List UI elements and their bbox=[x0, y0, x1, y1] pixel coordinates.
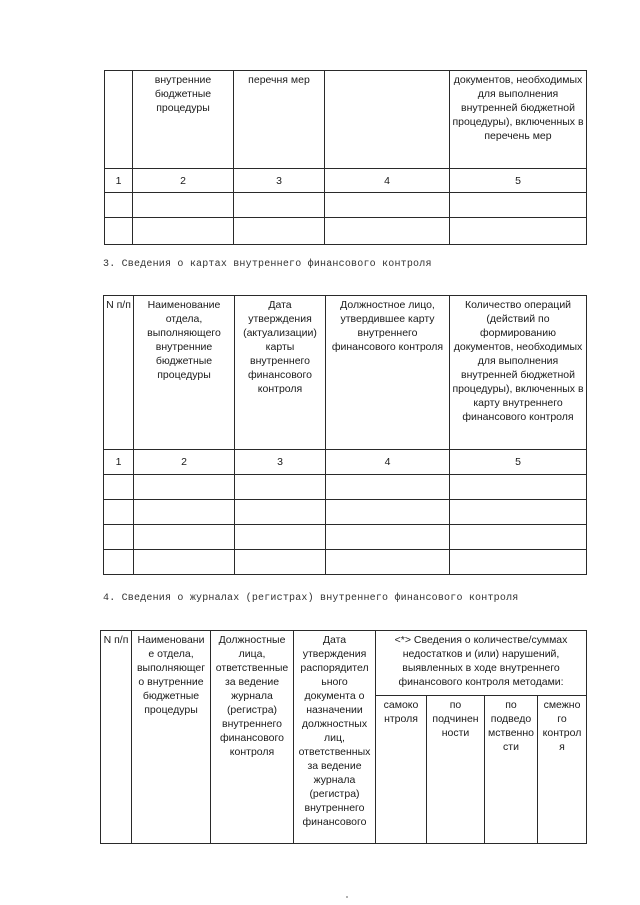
header-cell: Наименование отдела, выполняющего внутренние бюджетные процедуры bbox=[134, 296, 235, 450]
column-number: 1 bbox=[105, 169, 133, 193]
column-number-row bbox=[104, 450, 587, 475]
column-number: 4 bbox=[325, 169, 450, 193]
table-header-row bbox=[104, 296, 587, 450]
header-cell: Дата утверждения (актуализации) карты внутреннего финансового контроля bbox=[235, 296, 326, 450]
table-control-maps bbox=[103, 295, 587, 575]
method-cell: по подведо мственно сти bbox=[485, 696, 538, 844]
column-number: 2 bbox=[133, 169, 234, 193]
header-cell: документов, необходимых для выполнения внутренней бюджетной процедуры), включенных в перечень мер bbox=[450, 71, 587, 169]
column-number: 2 bbox=[134, 450, 235, 475]
column-number: 3 bbox=[235, 450, 326, 475]
header-cell: Должностное лицо, утвердившее карту внутреннего финансового контроля bbox=[326, 296, 450, 450]
table-row bbox=[104, 475, 587, 500]
column-number: 4 bbox=[326, 450, 450, 475]
table-row bbox=[105, 218, 587, 245]
column-number: 5 bbox=[450, 169, 587, 193]
column-number-row bbox=[105, 169, 587, 193]
header-cell: Дата утверждения распорядител ьного документа о назначении должностных лиц, ответственных за ведение журнала (регистра) внутреннего финансового bbox=[294, 631, 376, 844]
column-number: 5 bbox=[450, 450, 587, 475]
header-cell: внутренние бюджетные процедуры bbox=[133, 71, 234, 169]
header-cell bbox=[105, 71, 133, 169]
header-cell bbox=[325, 71, 450, 169]
group-header-cell: <*> Сведения о количестве/суммах недостатков и (или) нарушений, выявленных в ходе внутреннего финансового контроля методами: bbox=[376, 631, 587, 696]
table-measures-continued bbox=[104, 70, 587, 245]
column-number: 1 bbox=[104, 450, 134, 475]
header-cell: Должностные лица, ответственные за ведение журнала (регистра) внутреннего финансового контроля bbox=[211, 631, 294, 844]
table-header-row bbox=[105, 71, 587, 169]
scan-speck bbox=[346, 896, 348, 898]
column-number: 3 bbox=[234, 169, 325, 193]
header-cell: Наименовани е отдела, выполняющег о внутренние бюджетные процедуры bbox=[132, 631, 211, 844]
method-cell: по подчинен ности bbox=[427, 696, 485, 844]
header-cell: перечня мер bbox=[234, 71, 325, 169]
table-header-row bbox=[101, 631, 587, 696]
header-cell: N п/п bbox=[104, 296, 134, 450]
table-row bbox=[104, 525, 587, 550]
method-cell: самоко нтроля bbox=[376, 696, 427, 844]
table-row bbox=[105, 193, 587, 218]
section-4-title: 4. Сведения о журналах (регистрах) внутреннего финансового контроля bbox=[103, 593, 519, 604]
header-cell: Количество операций (действий по формированию документов, необходимых для выполнения внутренней бюджетной процедуры), включенных в карту внутреннего финансового контроля bbox=[450, 296, 587, 450]
table-row bbox=[104, 550, 587, 575]
table-control-journals bbox=[100, 630, 587, 844]
method-cell: смежно го контрол я bbox=[538, 696, 587, 844]
header-cell: N п/п bbox=[101, 631, 132, 844]
table-row bbox=[104, 500, 587, 525]
section-3-title: 3. Сведения о картах внутреннего финансового контроля bbox=[103, 259, 432, 270]
